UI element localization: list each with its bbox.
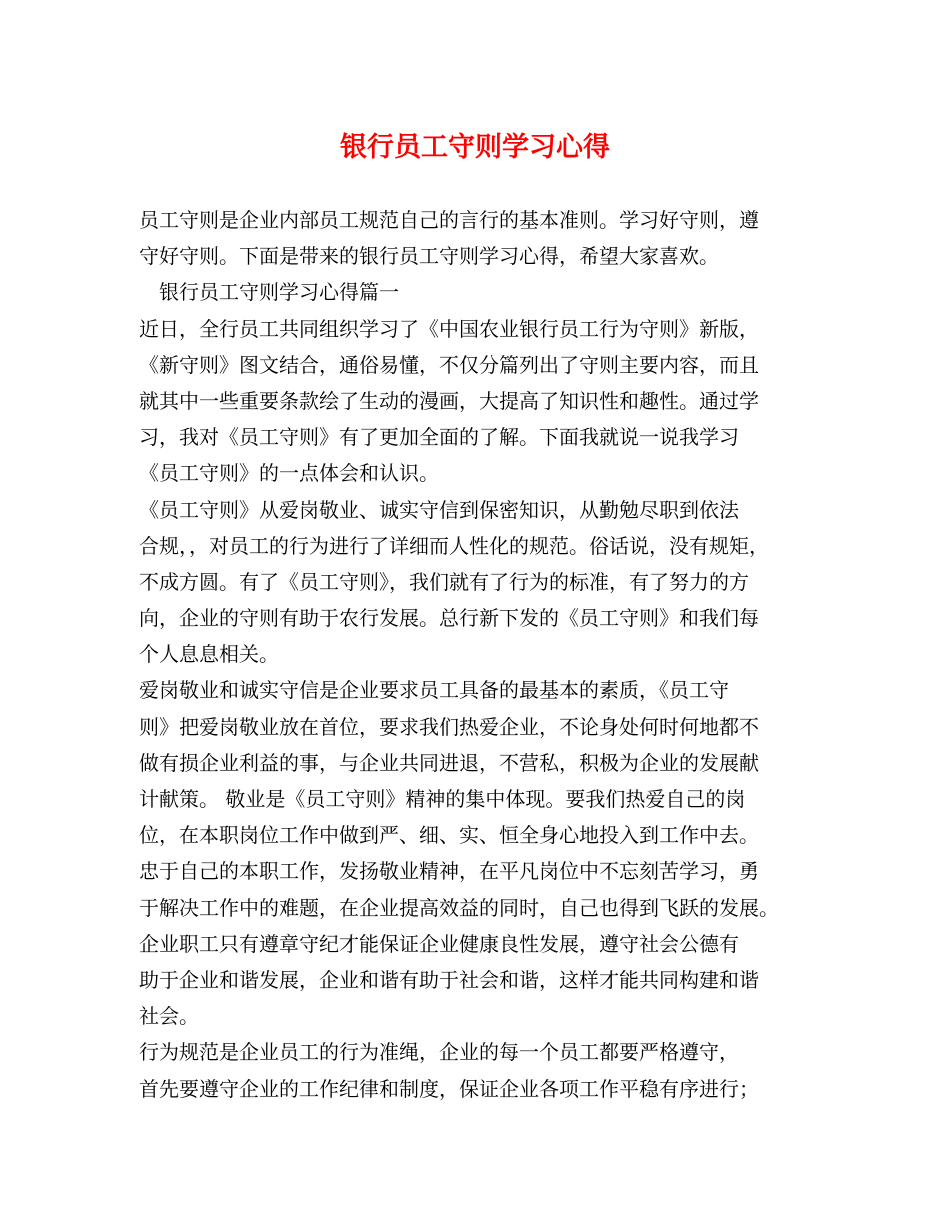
text-line: 《员工守则》从爱岗敬业、诚实守信到保密知识，从勤勉尽职到依法: [139, 497, 739, 522]
text-line: 就其中一些重要条款绘了生动的漫画，大提高了知识性和趣性。通过学: [139, 388, 759, 413]
text-line: 社会。: [139, 1004, 199, 1029]
text-line: 《员工守则》的一点体会和认识。: [139, 461, 439, 486]
text-line: 不成方圆。有了《员工守则》，我们就有了行为的标准，有了努力的方: [139, 569, 749, 594]
text-line: 银行员工守则学习心得篇一: [139, 280, 399, 305]
text-line: 合规，，对员工的行为进行了详细而人性化的规范。俗话说，没有规矩，: [139, 533, 769, 558]
text-line: 企业职工只有遵章守纪才能保证企业健康良性发展，遵守社会公德有: [139, 931, 739, 956]
text-line: 《新守则》图文结合，通俗易懂，不仅分篇列出了守则主要内容，而且: [139, 352, 759, 377]
text-line: 忠于自己的本职工作，发扬敬业精神，在平凡岗位中不忘刻苦学习，勇: [139, 859, 759, 884]
text-line: 向，企业的守则有助于农行发展。总行新下发的《员工守则》和我们每: [139, 606, 759, 631]
text-line: 首先要遵守企业的工作纪律和制度，保证企业各项工作平稳有序进行；: [139, 1076, 759, 1101]
text-line: 做有损企业利益的事，与企业共同进退，不营私，积极为企业的发展献: [139, 750, 759, 775]
text-line: 近日，全行员工共同组织学习了《中国农业银行员工行为守则》新版，: [139, 316, 759, 341]
document-title: 银行员工守则学习心得: [340, 132, 610, 163]
document-body: [139, 202, 829, 1107]
text-line: 爱岗敬业和诚实守信是企业要求员工具备的最基本的素质，《员工守: [139, 678, 729, 703]
text-line: 则》把爱岗敬业放在首位，要求我们热爱企业，不论身处何时何地都不: [139, 714, 759, 739]
text-line: 位，在本职岗位工作中做到严、细、实、恒全身心地投入到工作中去。: [139, 823, 759, 848]
text-line: 习，我对《员工守则》有了更加全面的了解。下面我就说一说我学习: [139, 425, 739, 450]
text-line: 于解决工作中的难题，在企业提高效益的同时，自己也得到飞跃的发展。: [139, 895, 779, 920]
text-line: 助于企业和谐发展，企业和谐有助于社会和谐，这样才能共同构建和谐: [139, 967, 759, 992]
text-line: 守好守则。下面是带来的银行员工守则学习心得，希望大家喜欢。: [139, 244, 719, 269]
text-line: 个人息息相关。: [139, 642, 279, 667]
text-line: 计献策。 敬业是《员工守则》精神的集中体现。要我们热爱自己的岗: [139, 787, 746, 811]
text-line: 行为规范是企业员工的行为准绳，企业的每一个员工都要严格遵守，: [139, 1040, 739, 1065]
text-line: 员工守则是企业内部员工规范自己的言行的基本准则。学习好守则，遵: [139, 208, 759, 232]
